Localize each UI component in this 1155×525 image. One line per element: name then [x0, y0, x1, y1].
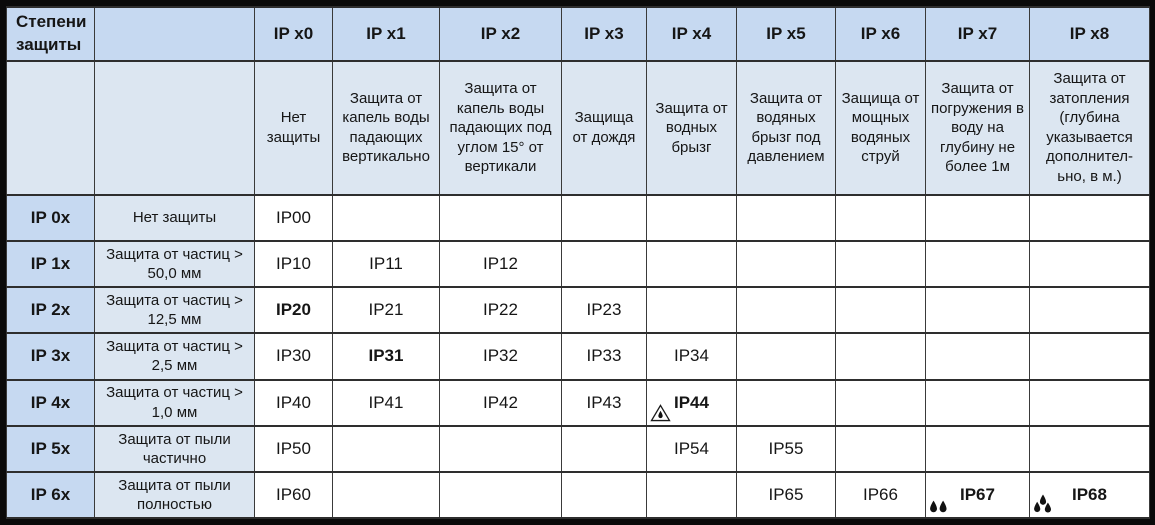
- empty-cell: [836, 333, 926, 379]
- ip-code-text: IP33: [586, 346, 622, 366]
- empty-cell: [1030, 426, 1150, 472]
- col-description-x3: Защища от дождя: [562, 61, 647, 195]
- ip-code-cell-ip00: [255, 195, 333, 241]
- ip-code-cell-ip32: [440, 333, 562, 379]
- ip-code-cell-ip60: [255, 472, 333, 518]
- ip-code-text: IP42: [483, 392, 518, 412]
- empty-cell: [836, 287, 926, 333]
- empty-cell: [926, 241, 1030, 287]
- empty-cell: [562, 241, 647, 287]
- row-label: IP 4x: [7, 380, 95, 426]
- col-header-x7: IP x7: [926, 7, 1030, 61]
- row-description: Защита от частиц > 12,5 мм: [95, 287, 255, 333]
- col-header-x3: IP x3: [562, 7, 647, 61]
- ip-code-cell-ip42: [440, 380, 562, 426]
- empty-cell: [737, 241, 836, 287]
- ip-code-cell-ip55: [737, 426, 836, 472]
- empty-cell: [1030, 333, 1150, 379]
- col-description-x6: Защища от мощных водяных струй: [836, 61, 926, 195]
- table-corner-title: Степени защиты: [7, 7, 95, 61]
- col-header-x4: IP x4: [647, 7, 737, 61]
- empty-cell: [440, 472, 562, 518]
- ip-code-cell-ip30: [255, 333, 333, 379]
- empty-cell: [562, 195, 647, 241]
- table-body: [7, 195, 1150, 518]
- ip-code-text: IP55: [768, 438, 804, 458]
- col-description-x4: Защита от водных брызг: [647, 61, 737, 195]
- empty-cell: [926, 195, 1030, 241]
- row-description: Защита от частиц > 2,5 мм: [95, 333, 255, 379]
- ip-code-text: IP00: [276, 207, 311, 227]
- empty-cell: [737, 195, 836, 241]
- row-description: Защита от пыли полностью: [95, 472, 255, 518]
- col-header-x5: IP x5: [737, 7, 836, 61]
- ip-code-text: IP31: [368, 346, 404, 366]
- three-drops-icon: [1033, 494, 1053, 514]
- col-header-x1: IP x1: [333, 7, 440, 61]
- empty-cell: [647, 472, 737, 518]
- row-label: IP 0x: [7, 195, 95, 241]
- ip-code-text: IP32: [483, 346, 518, 366]
- empty-cell: [647, 287, 737, 333]
- row-description: Нет защиты: [95, 195, 255, 241]
- empty-cell: [836, 241, 926, 287]
- empty-cell: [836, 195, 926, 241]
- col-description-x1: Защита от капель воды падающих вертикально: [333, 61, 440, 195]
- row-label: IP 2x: [7, 287, 95, 333]
- ip-code-cell-ip11: [333, 241, 440, 287]
- empty-cell: [1030, 195, 1150, 241]
- ip-code-cell-ip34: [647, 333, 737, 379]
- empty-cell: [737, 333, 836, 379]
- empty-cell: [737, 380, 836, 426]
- col-description-x7: Защита от погружения в воду на глубину не более 1м: [926, 61, 1030, 195]
- row-description: Защита от пыли частично: [95, 426, 255, 472]
- col-description-x2: Защита от капель воды падающих под углом 15° от вертикали: [440, 61, 562, 195]
- ip-code-cell-ip20: [255, 287, 333, 333]
- ip-code-cell-ip22: [440, 287, 562, 333]
- ip-code-text: IP43: [586, 392, 622, 412]
- ip-code-text: IP22: [483, 300, 518, 320]
- empty-cell: [440, 195, 562, 241]
- ip-code-text: IP41: [368, 392, 404, 412]
- ip-code-cell-ip65: [737, 472, 836, 518]
- ip-code-cell-ip31: [333, 333, 440, 379]
- empty-cell: [1030, 241, 1150, 287]
- ip-code-text: IP20: [276, 300, 311, 320]
- col-header-x8: IP x8: [1030, 7, 1150, 61]
- table-row-ip-3x: [7, 333, 1150, 379]
- ip-code-text: IP60: [276, 484, 311, 504]
- ip-code-cell-ip12: [440, 241, 562, 287]
- row-label: IP 1x: [7, 241, 95, 287]
- header-row-descriptions: [7, 61, 1150, 195]
- ip-code-cell-ip54: [647, 426, 737, 472]
- ip-code-text: IP67: [960, 484, 995, 504]
- blank-description-cell: [95, 61, 255, 195]
- ip-code-cell-ip41: [333, 380, 440, 426]
- empty-cell: [440, 426, 562, 472]
- table-row-ip-4x: [7, 380, 1150, 426]
- header-row-codes: [7, 7, 1150, 61]
- ip-code-text: IP21: [368, 300, 404, 320]
- table-row-ip-5x: [7, 426, 1150, 472]
- ip-code-cell-ip23: [562, 287, 647, 333]
- ip-code-text: IP44: [674, 392, 709, 412]
- row-description: Защита от частиц > 50,0 мм: [95, 241, 255, 287]
- two-drops-icon: [929, 500, 949, 514]
- table-row-ip-2x: [7, 287, 1150, 333]
- row-description: Защита от частиц > 1,0 мм: [95, 380, 255, 426]
- col-description-x8: Защита от затопления (глубина указывается дополнител-ьно, в м.): [1030, 61, 1150, 195]
- ip-code-text: IP10: [276, 254, 311, 274]
- empty-cell: [333, 426, 440, 472]
- blank-description-cell: [7, 61, 95, 195]
- ip-code-cell-ip21: [333, 287, 440, 333]
- col-description-x5: Защита от водяных брызг под давлением: [737, 61, 836, 195]
- row-label: IP 6x: [7, 472, 95, 518]
- ip-code-cell-ip67: [926, 472, 1030, 518]
- empty-cell: [926, 426, 1030, 472]
- ip-code-text: IP12: [483, 254, 518, 274]
- table-row-ip-6x: [7, 472, 1150, 518]
- empty-cell: [647, 195, 737, 241]
- empty-cell: [836, 380, 926, 426]
- empty-cell: [737, 287, 836, 333]
- empty-cell: [926, 380, 1030, 426]
- col-description-x0: Нет защиты: [255, 61, 333, 195]
- empty-cell: [333, 195, 440, 241]
- ip-code-text: IP65: [768, 484, 804, 504]
- col-header-x6: IP x6: [836, 7, 926, 61]
- ip-code-text: IP66: [863, 484, 898, 504]
- ip-code-text: IP40: [276, 392, 311, 412]
- ip-code-text: IP54: [674, 438, 709, 458]
- ip-code-text: IP23: [586, 300, 622, 320]
- row-label: IP 5x: [7, 426, 95, 472]
- ip-code-cell-ip66: [836, 472, 926, 518]
- empty-cell: [926, 333, 1030, 379]
- ip-code-text: IP34: [674, 346, 709, 366]
- table-row-ip-0x: [7, 195, 1150, 241]
- warning-triangle-drop-icon: [650, 404, 671, 422]
- ip-code-cell-ip44: [647, 380, 737, 426]
- ip-ratings-table: [6, 6, 1150, 519]
- ip-code-cell-ip43: [562, 380, 647, 426]
- empty-cell: [647, 241, 737, 287]
- col-header-x0: IP x0: [255, 7, 333, 61]
- ip-code-cell-ip40: [255, 380, 333, 426]
- ip-code-cell-ip10: [255, 241, 333, 287]
- ip-code-text: IP30: [276, 346, 311, 366]
- blank-header-cell: [95, 7, 255, 61]
- col-header-x2: IP x2: [440, 7, 562, 61]
- empty-cell: [836, 426, 926, 472]
- table-row-ip-1x: [7, 241, 1150, 287]
- ip-code-cell-ip33: [562, 333, 647, 379]
- empty-cell: [562, 472, 647, 518]
- empty-cell: [562, 426, 647, 472]
- empty-cell: [1030, 380, 1150, 426]
- ip-code-cell-ip68: [1030, 472, 1150, 518]
- ip-code-text: IP11: [369, 254, 403, 274]
- empty-cell: [333, 472, 440, 518]
- ip-code-cell-ip50: [255, 426, 333, 472]
- row-label: IP 3x: [7, 333, 95, 379]
- ip-code-text: IP68: [1072, 484, 1107, 504]
- empty-cell: [1030, 287, 1150, 333]
- ip-code-text: IP50: [276, 438, 311, 458]
- empty-cell: [926, 287, 1030, 333]
